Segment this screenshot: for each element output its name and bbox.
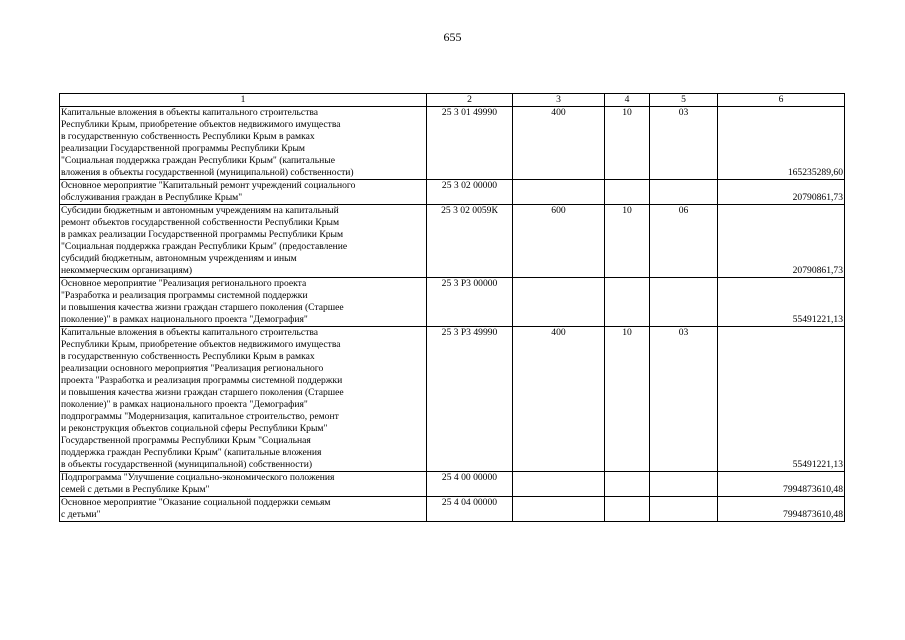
row-code: 25 3 02 0059К — [427, 205, 513, 278]
column-header: 5 — [650, 94, 718, 107]
row-amount: 20790861,73 — [718, 180, 845, 205]
row-description: Субсидии бюджетным и автономным учреждениям на капитальный ремонт объектов государственной собственности Республики Крым в рамках реализации Государственной программы Республики Крым "Социальная поддержка граждан Республики Крым" (предоставление субсидий бюджетным, автономным учреждениям и иным некоммерческим организациям) — [60, 205, 427, 278]
page-number: 655 — [443, 30, 462, 44]
column-header: 3 — [513, 94, 605, 107]
row-amount: 20790861,73 — [718, 205, 845, 278]
row-amount: 55491221,13 — [718, 327, 845, 472]
row-subsection — [650, 278, 718, 327]
row-code: 25 3 P3 49990 — [427, 327, 513, 472]
row-section — [605, 180, 650, 205]
row-description: Основное мероприятие "Капитальный ремонт учреждений социального обслуживания граждан в Республике Крым" — [60, 180, 427, 205]
column-header: 4 — [605, 94, 650, 107]
budget-table — [59, 93, 845, 522]
row-subsection — [650, 497, 718, 522]
row-description: Основное мероприятие "Реализация регионального проекта "Разработка и реализация программы системной поддержки и повышения качества жизни граждан старшего поколения (Старшее поколение)" в рамках национального проекта "Демография" — [60, 278, 427, 327]
table-header-row — [60, 94, 845, 107]
row-expense-type — [513, 472, 605, 497]
row-expense-type: 600 — [513, 205, 605, 278]
row-subsection: 03 — [650, 327, 718, 472]
row-section — [605, 278, 650, 327]
row-description: Капитальные вложения в объекты капитального строительства Республики Крым, приобретение объектов недвижимого имущества в государственную собственность Республики Крым в рамках реализации Государственной программы Республики Крым "Социальная поддержка граждан Республики Крым" (капитальные вложения в объекты государственной (муниципальной) собственности) — [60, 107, 427, 180]
row-section: 10 — [605, 107, 650, 180]
row-description: Капитальные вложения в объекты капитального строительства Республики Крым, приобретение объектов недвижимого имущества в государственную собственность Республики Крым в рамках реализации основного мероприятия "Реализация регионального проекта "Разработка и реализация программы системной поддержки и повышения качества жизни граждан старшего поколения (Старшее поколение)" в рамках национального проекта "Демография" подпрограммы "Модернизация, капитальное строительство, ремонт и реконструкция объектов социальной сферы Республики Крым" Государственной программы Республики Крым "Социальная поддержка граждан Республики Крым" (капитальные вложения в объекты государственной (муниципальной) собственности) — [60, 327, 427, 472]
row-subsection: 03 — [650, 107, 718, 180]
row-subsection: 06 — [650, 205, 718, 278]
row-expense-type — [513, 497, 605, 522]
row-subsection — [650, 472, 718, 497]
row-expense-type — [513, 278, 605, 327]
row-code: 25 3 P3 00000 — [427, 278, 513, 327]
row-code: 25 3 01 49990 — [427, 107, 513, 180]
row-expense-type: 400 — [513, 327, 605, 472]
column-header: 1 — [60, 94, 427, 107]
row-subsection — [650, 180, 718, 205]
table-row — [60, 205, 845, 278]
table-row — [60, 107, 845, 180]
row-code: 25 3 02 00000 — [427, 180, 513, 205]
table-row — [60, 472, 845, 497]
row-code: 25 4 00 00000 — [427, 472, 513, 497]
row-code: 25 4 04 00000 — [427, 497, 513, 522]
row-amount: 165235289,60 — [718, 107, 845, 180]
row-section — [605, 497, 650, 522]
row-expense-type — [513, 180, 605, 205]
table-row — [60, 180, 845, 205]
table-row — [60, 327, 845, 472]
row-description: Основное мероприятие "Оказание социальной поддержки семьям с детьми" — [60, 497, 427, 522]
row-amount: 7994873610,48 — [718, 497, 845, 522]
row-section: 10 — [605, 327, 650, 472]
column-header: 2 — [427, 94, 513, 107]
row-amount: 55491221,13 — [718, 278, 845, 327]
table-row — [60, 278, 845, 327]
row-expense-type: 400 — [513, 107, 605, 180]
row-section — [605, 472, 650, 497]
row-description: Подпрограмма "Улучшение социально-экономического положения семей с детьми в Республике Крым" — [60, 472, 427, 497]
row-amount: 7994873610,48 — [718, 472, 845, 497]
row-section: 10 — [605, 205, 650, 278]
table-row — [60, 497, 845, 522]
column-header: 6 — [718, 94, 845, 107]
